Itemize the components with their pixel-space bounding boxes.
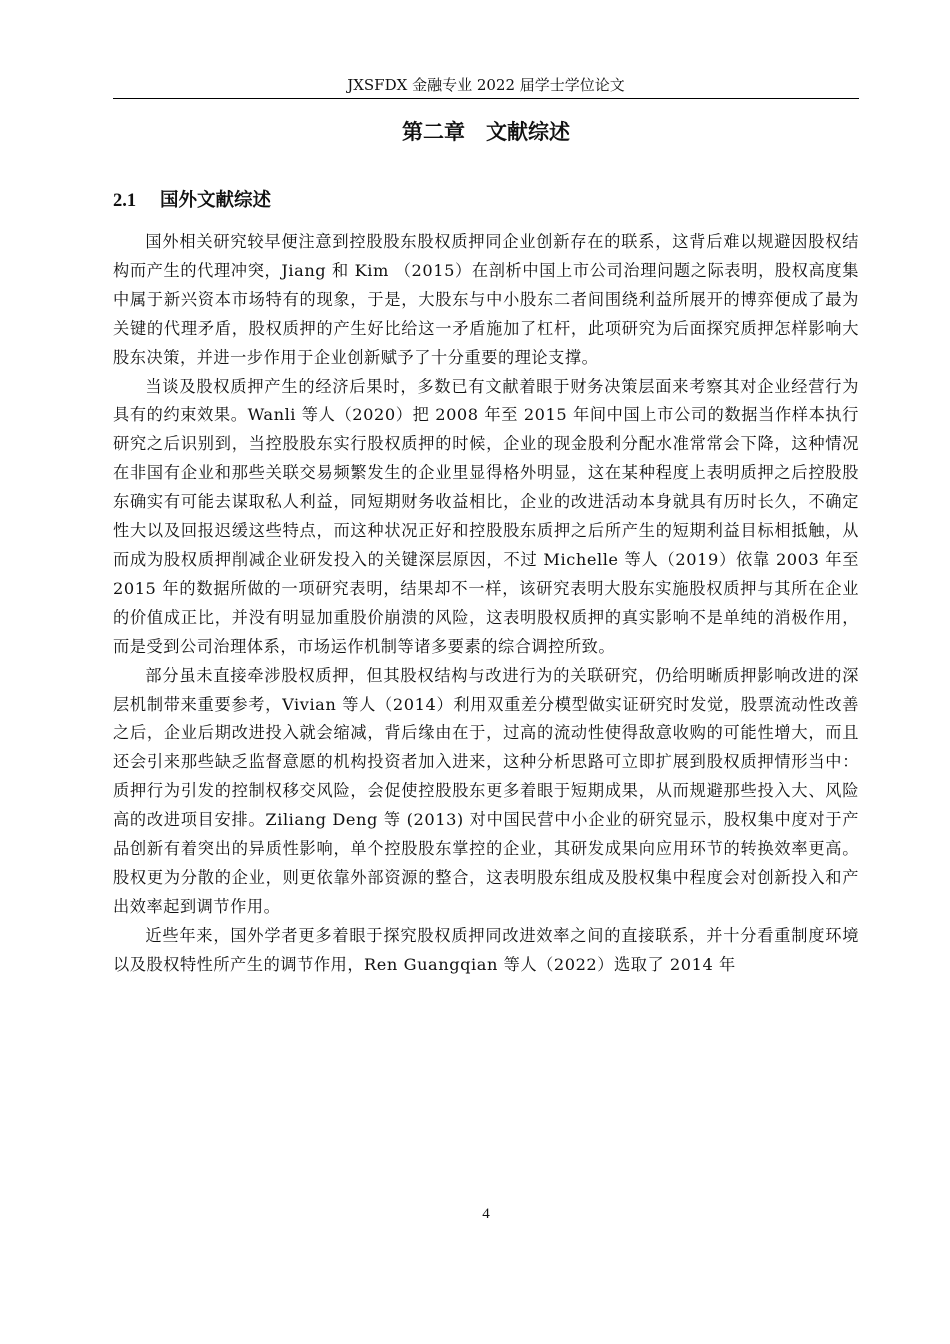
paragraph: 国外相关研究较早便注意到控股股东股权质押同企业创新存在的联系，这背后难以规避因股权结构而产生的代理冲突，Jiang 和 Kim （2015）在剖析中国上市公司治理问题之际表明，股权高度集中属于新兴资本市场特有的现象，于是，大股东与中小股东二者间围绕利益所展开的博弈便成了最为关键的代理矛盾，股权质押的产生好比给这一矛盾施加了杠杆，此项研究为后面探究质押怎样影响大股东决策，并进一步作用于企业创新赋予了十分重要的理论支撑。 <box>113 232 859 367</box>
header-rule <box>113 98 859 99</box>
running-header: JXSFDX 金融专业 2022 届学士学位论文 <box>347 76 625 94</box>
section-heading <box>113 186 271 216</box>
section-number: 2.1 <box>113 191 137 211</box>
paragraph: 部分虽未直接牵涉股权质押，但其股权结构与改进行为的关联研究，仍给明晰质押影响改进的深层机制带来重要参考，Vivian 等人（2014）利用双重差分模型做实证研究时发觉，股票流动性改善之后，企业后期改进投入就会缩减，背后缘由在于，过高的流动性使得敌意收购的可能性增大，而且还会引来那些缺乏监督意愿的机构投资者加入进来，这种分析思路可立即扩展到股权质押情形当中：质押行为引发的控制权移交风险，会促使控股股东更多着眼于短期成果，从而规避那些投入大、风险高的改进项目安排。Ziliang Deng 等 (2013) 对中国民营中小企业的研究显示，股权集中度对于产品创新有着突出的异质性影响，单个控股股东掌控的企业，其研发成果向应用环节的转换效率更高。股权更为分散的企业，则更依靠外部资源的整合，这表明股东组成及股权集中程度会对创新投入和产出效率起到调节作用。 <box>113 665 859 916</box>
section-title: 国外文献综述 <box>160 190 272 211</box>
page-number: 4 <box>482 1206 490 1222</box>
paragraph: 当谈及股权质押产生的经济后果时，多数已有文献着眼于财务决策层面来考察其对企业经营行为具有的约束效果。Wanli 等人（2020）把 2008 年至 2015 年间中国上市公司的数据当作样本执行研究之后识别到，当控股股东实行股权质押的时候，企业的现金股利分配水准常常会下降，这种情况在非国有企业和那些关联交易频繁发生的企业里显得格外明显，这在某种程度上表明质押之后控股股东确实有可能去谋取私人利益，同短期财务收益相比，企业的改进活动本身就具有历时长久，不确定性大以及回报迟缓这些特点，而这种状况正好和控股股东质押之后所产生的短期利益目标相抵触，从而成为股权质押削减企业研发投入的关键深层原因，不过 Michelle 等人（2019）依靠 2003 年至 2015 年的数据所做的一项研究表明，结果却不一样，该研究表明大股东实施股权质押与其所在企业的价值成正比，并没有明显加重股价崩溃的风险，这表明股权质押的真实影响不是单纯的消极作用，而是受到公司治理体系，市场运作机制等诸多要素的综合调控所致。 <box>113 376 859 656</box>
body-text <box>113 228 859 980</box>
paragraph: 近些年来，国外学者更多着眼于探究股权质押同改进效率之间的直接联系，并十分看重制度环境以及股权特性所产生的调节作用，Ren Guangqian 等人（2022）选取了 2014 年 <box>113 925 859 974</box>
chapter-title: 第二章 文献综述 <box>402 120 570 144</box>
